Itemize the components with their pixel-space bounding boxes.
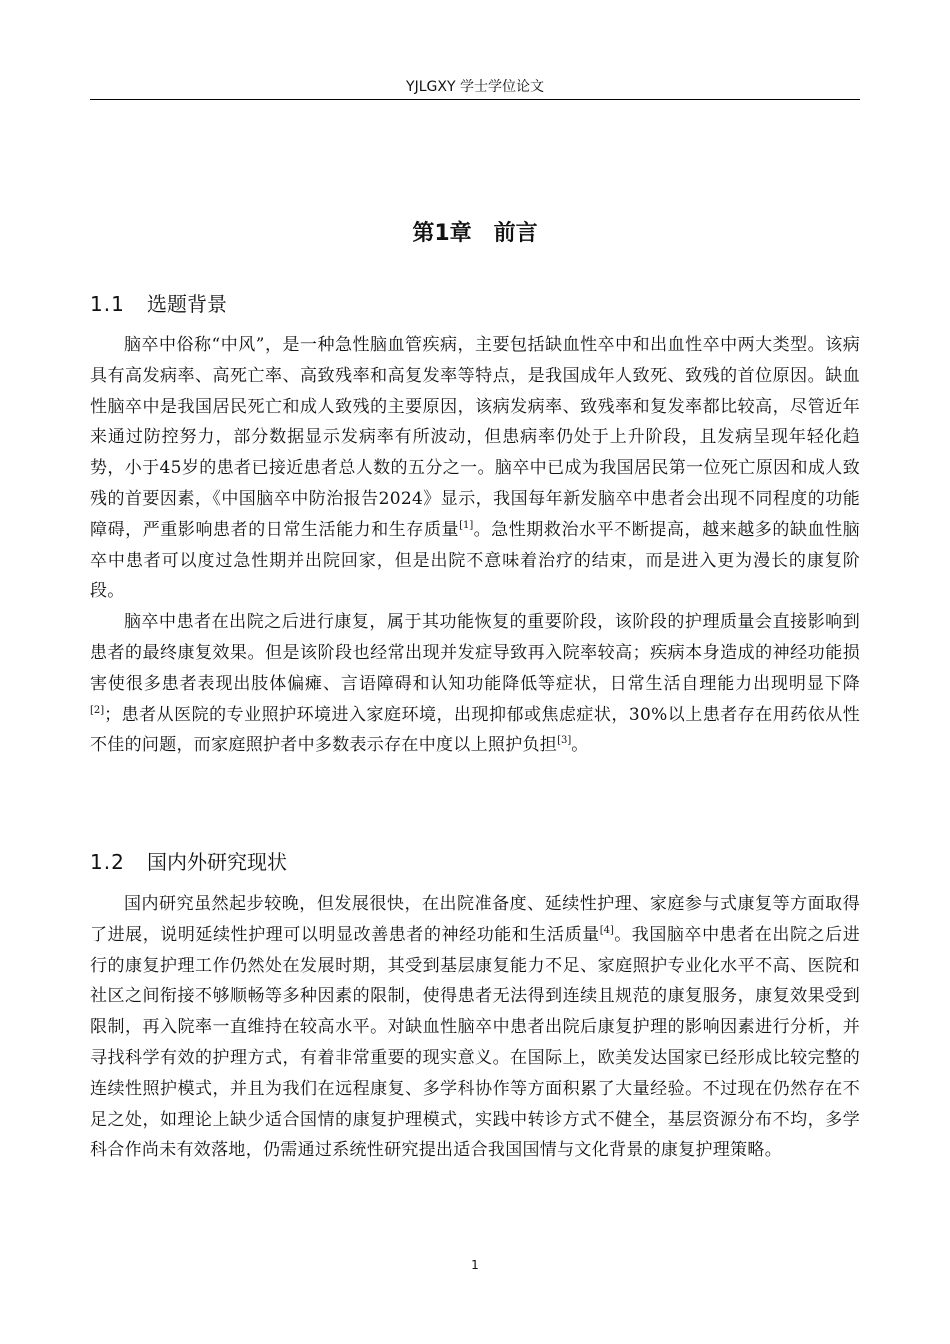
citation-ref[interactable]: [2]: [90, 704, 105, 716]
section-heading-1-1: [90, 289, 860, 319]
section-body-1-1: [90, 330, 860, 761]
header-rule: [90, 99, 860, 100]
paragraph-text: ；患者从医院的专业照护环境进入家庭环境，出现抑郁或焦虑症状，30%以上患者存在用药依从性不佳的问题，而家庭照护者中多数表示存在中度以上照护负担: [90, 704, 860, 756]
paragraph: [90, 607, 860, 761]
citation-ref[interactable]: [1]: [459, 519, 474, 531]
page-number: 1: [471, 1258, 479, 1272]
section-title: 国内外研究现状: [147, 850, 287, 874]
chapter-title: 第1章 前言: [412, 221, 538, 246]
section-heading-1-2: [90, 847, 860, 877]
section-number: 1.2: [90, 850, 125, 874]
paragraph-text: 。我国脑卒中患者在出院之后进行的康复护理工作仍然处在发展时期，其受到基层康复能力不足、家庭照护专业化水平不高、医院和社区之间衔接不够顺畅等多种因素的限制，使得患者无法得到连续且规范的康复服务，康复效果受到限制，再入院率一直维持在较高水平。对缺血性脑卒中患者出院后康复护理的影响因素进行分析，并寻找科学有效的护理方式，有着非常重要的现实意义。在国际上，欧美发达国家已经形成比较完整的连续性照护模式，并且为我们在远程康复、多学科协作等方面积累了大量经验。不过现在仍然存在不足之处，如理论上缺少适合国情的康复护理模式，实践中转诊方式不健全，基层资源分布不均，多学科合作尚未有效落地，仍需通过系统性研究提出适合我国国情与文化背景的康复护理策略。: [90, 924, 861, 1161]
citation-ref[interactable]: [3]: [557, 735, 572, 747]
paragraph-text: 。: [571, 735, 589, 756]
paragraph: [90, 889, 860, 1166]
section-title: 选题背景: [147, 292, 227, 316]
paragraph-text: 脑卒中俗称“中风”，是一种急性脑血管疾病，主要包括缺血性卒中和出血性卒中两大类型。该病具有高发病率、高死亡率、高致残率和高复发率等特点，是我国成年人致死、致残的首位原因。缺血性脑卒中是我国居民死亡和成人致残的主要原因，该病发病率、致残率和复发率都比较高，尽管近年来通过防控努力，部分数据显示发病率有所波动，但患病率仍处于上升阶段，且发病呈现年轻化趋势，小于45岁的患者已接近患者总人数的五分之一。脑卒中已成为我国居民第一位死亡原因和成人致残的首要因素，《中国脑卒中防治报告2024》显示，我国每年新发脑卒中患者会出现不同程度的功能障碍，严重影响患者的日常生活能力和生存质量: [90, 335, 860, 540]
citation-ref[interactable]: [4]: [599, 924, 614, 936]
section-number: 1.1: [90, 292, 125, 316]
running-header: YJLGXY 学士学位论文: [406, 79, 544, 95]
section-body-1-2: [90, 889, 860, 1166]
paragraph-text: 国内研究虽然起步较晚，但发展很快，在出院准备度、延续性护理、家庭参与式康复等方面取得了进展，说明延续性护理可以明显改善患者的神经功能和生活质量: [90, 894, 860, 945]
paragraph-text: 脑卒中患者在出院之后进行康复，属于其功能恢复的重要阶段，该阶段的护理质量会直接影响到患者的最终康复效果。但是该阶段也经常出现并发症导致再入院率较高；疾病本身造成的神经功能损害使很多患者表现出肢体偏瘫、言语障碍和认知功能降低等症状，日常生活自理能力出现明显下降: [90, 612, 860, 694]
paragraph-text: 。急性期救治水平不断提高，越来越多的缺血性脑卒中患者可以度过急性期并出院回家，但是出院不意味着治疗的结束，而是进入更为漫长的康复阶段。: [90, 519, 860, 602]
paragraph: [90, 330, 860, 607]
